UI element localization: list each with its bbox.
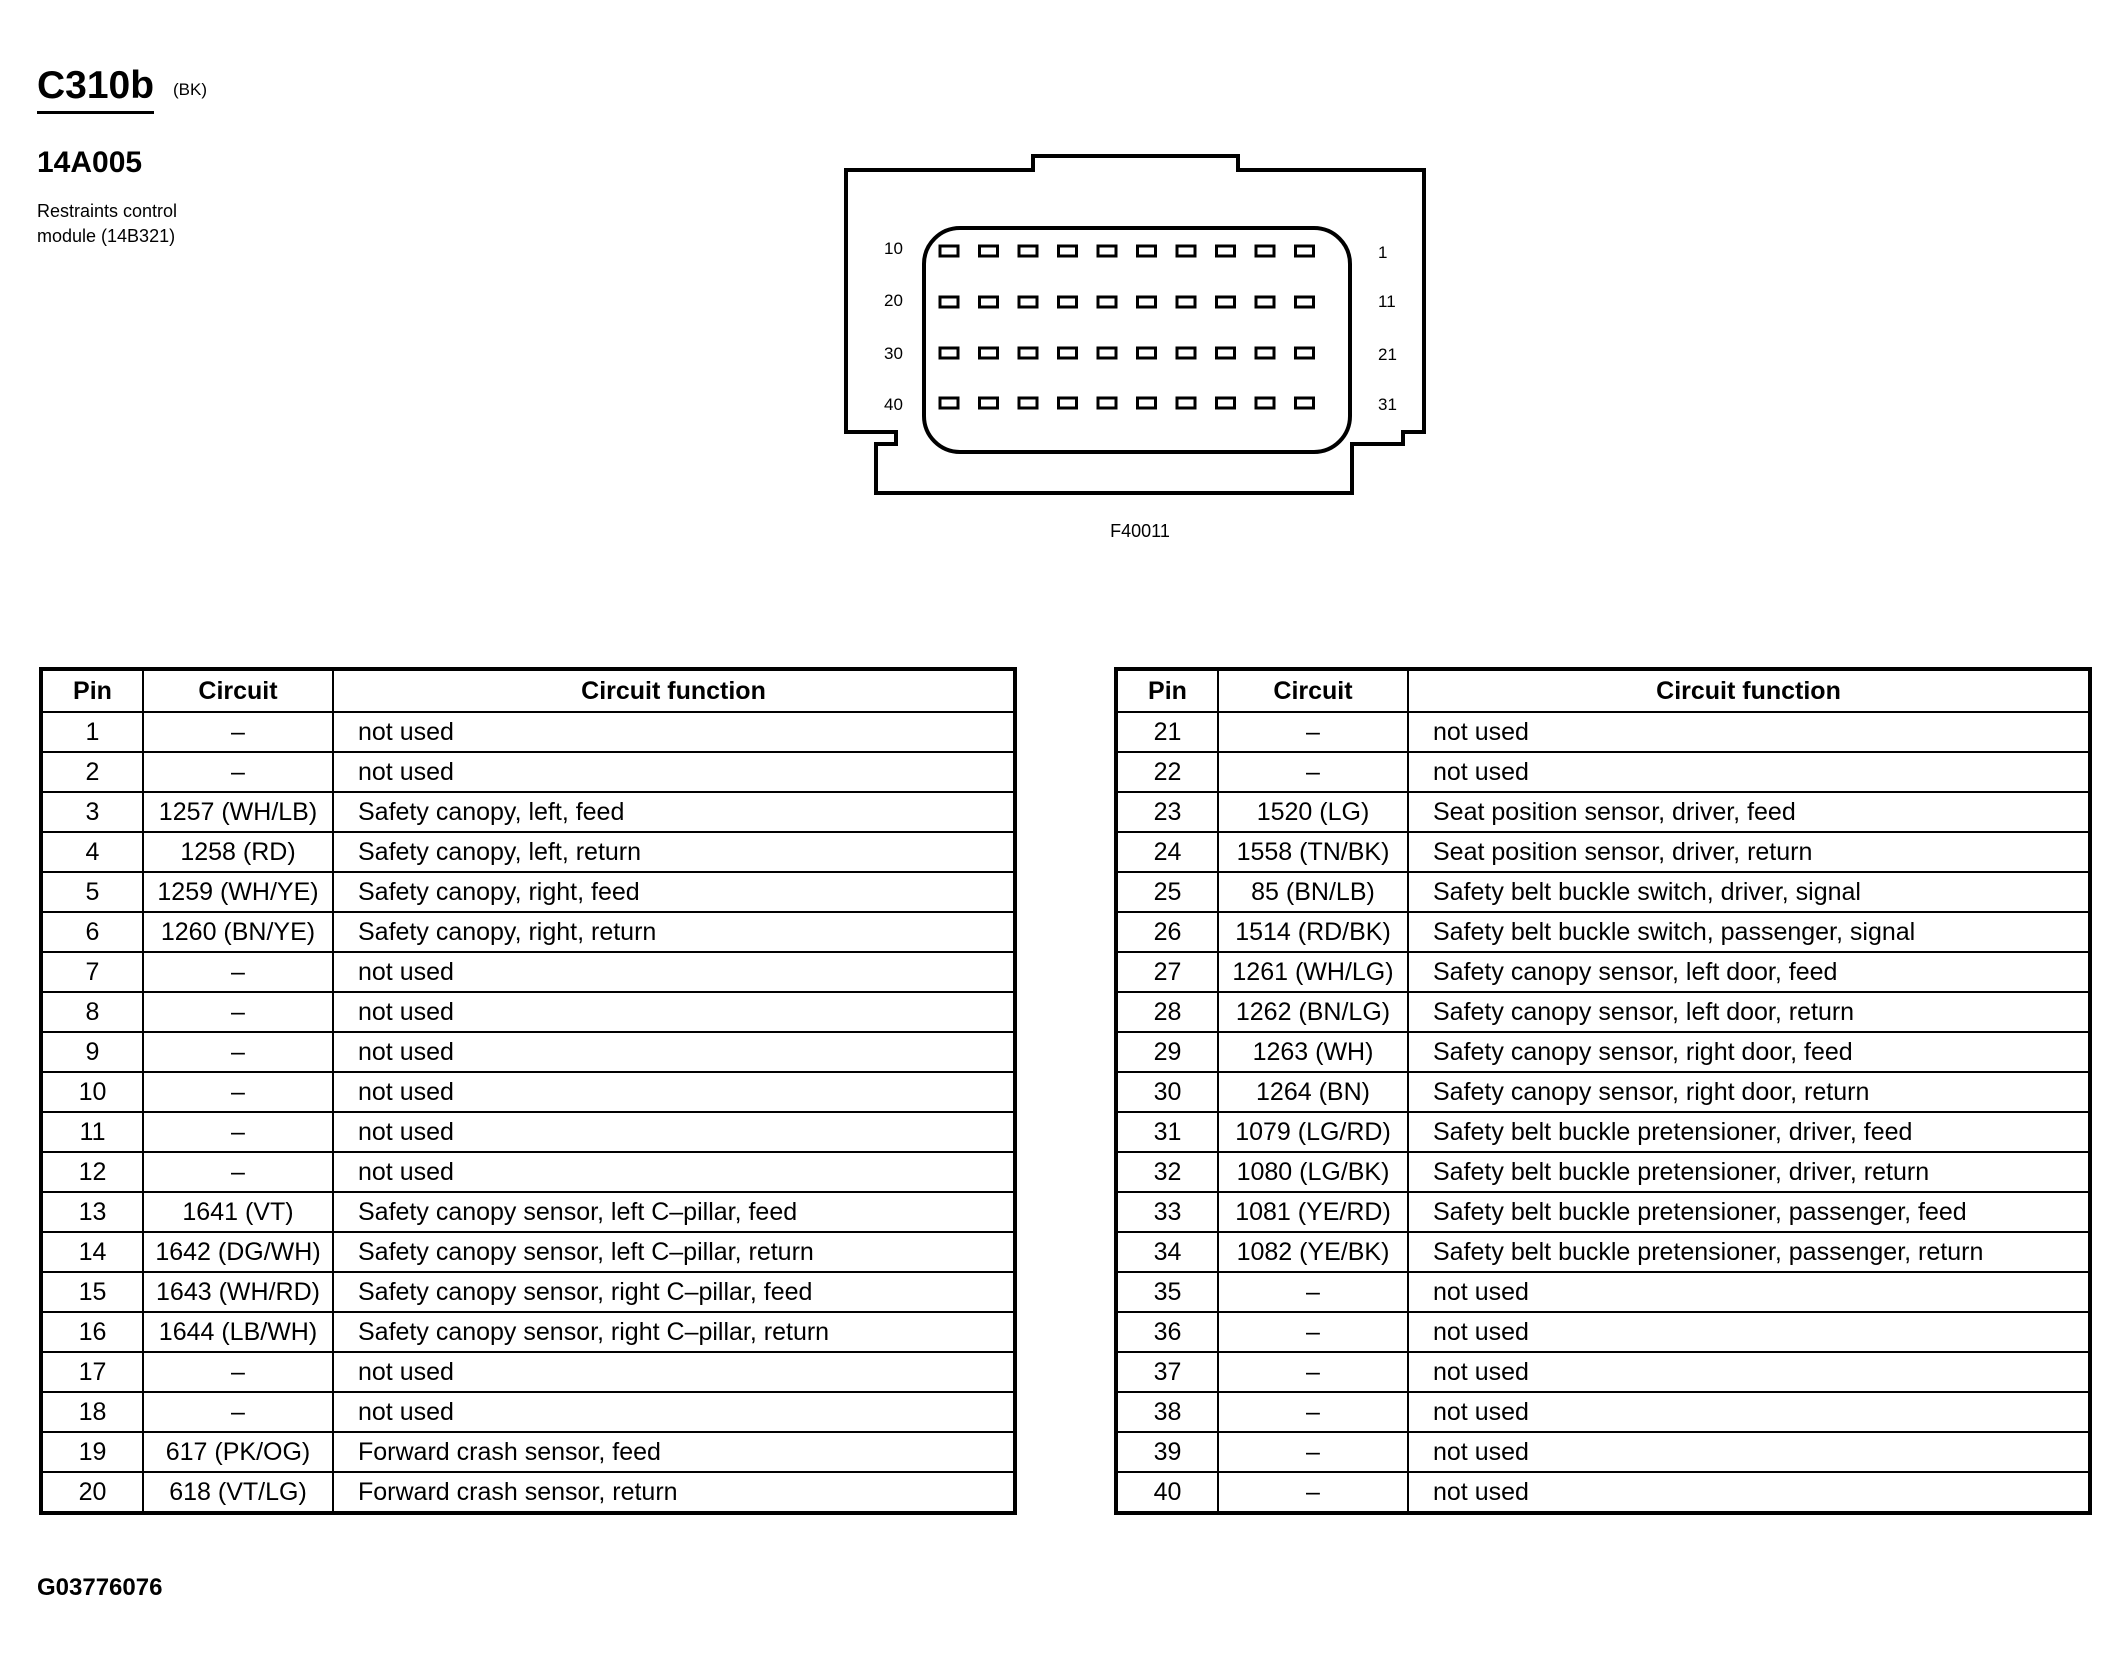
pin-cell: 39 [1116, 1432, 1218, 1472]
circuit-cell: – [143, 1072, 333, 1112]
circuit-cell: 1259 (WH/YE) [143, 872, 333, 912]
pin-cell: 24 [1116, 832, 1218, 872]
pin-cavity [1138, 398, 1156, 408]
circuit-cell: – [143, 992, 333, 1032]
header-function: Circuit function [333, 669, 1015, 712]
pin-cavity [1019, 348, 1037, 358]
table-row [41, 752, 1015, 792]
header-circuit: Circuit [1218, 669, 1408, 712]
table-row [1116, 1072, 2090, 1112]
table-row [41, 1352, 1015, 1392]
circuit-cell: – [1218, 1392, 1408, 1432]
pin-cell: 2 [41, 752, 143, 792]
pin-cell: 8 [41, 992, 143, 1032]
pinout-table-left [39, 667, 1017, 1515]
function-cell: not used [333, 1072, 1015, 1112]
pin-cavity [1019, 398, 1037, 408]
table-row [41, 712, 1015, 752]
pin-cell: 36 [1116, 1312, 1218, 1352]
pin-cell: 6 [41, 912, 143, 952]
pin-cavity [940, 398, 958, 408]
table-row [1116, 1392, 2090, 1432]
circuit-cell: – [143, 712, 333, 752]
function-cell: Safety canopy sensor, right C–pillar, return [333, 1312, 1015, 1352]
table-row [41, 1152, 1015, 1192]
circuit-cell: – [143, 1352, 333, 1392]
function-cell: not used [333, 1112, 1015, 1152]
pin-cavity [980, 246, 998, 256]
function-cell: not used [333, 992, 1015, 1032]
pin-cell: 19 [41, 1432, 143, 1472]
circuit-cell: 1643 (WH/RD) [143, 1272, 333, 1312]
table-row [41, 952, 1015, 992]
header-pin: Pin [1116, 669, 1218, 712]
pin-cavity [1296, 348, 1314, 358]
table-header-row [41, 669, 1015, 712]
function-cell: Safety belt buckle switch, passenger, signal [1408, 912, 2090, 952]
function-cell: Safety canopy sensor, left C–pillar, return [333, 1232, 1015, 1272]
function-cell: not used [333, 952, 1015, 992]
header-circuit: Circuit [143, 669, 333, 712]
circuit-cell: 85 (BN/LB) [1218, 872, 1408, 912]
circuit-cell: 1642 (DG/WH) [143, 1232, 333, 1272]
function-cell: Seat position sensor, driver, feed [1408, 792, 2090, 832]
circuit-cell: – [1218, 712, 1408, 752]
function-cell: Safety belt buckle pretensioner, driver, feed [1408, 1112, 2090, 1152]
pin-cavity [1098, 246, 1116, 256]
circuit-cell: 1081 (YE/RD) [1218, 1192, 1408, 1232]
table-row [41, 1032, 1015, 1072]
function-cell: Safety belt buckle pretensioner, driver, return [1408, 1152, 2090, 1192]
pin-cavity [980, 398, 998, 408]
table-row [41, 832, 1015, 872]
pin-cell: 4 [41, 832, 143, 872]
table-row [1116, 1352, 2090, 1392]
circuit-cell: – [1218, 1272, 1408, 1312]
function-cell: Safety canopy sensor, left door, feed [1408, 952, 2090, 992]
document-code: G03776076 [37, 1574, 163, 1601]
pin-cell: 10 [41, 1072, 143, 1112]
table-row [1116, 952, 2090, 992]
pin-cavity [1217, 297, 1235, 307]
pin-cell: 13 [41, 1192, 143, 1232]
circuit-cell: – [1218, 1432, 1408, 1472]
table-row [1116, 792, 2090, 832]
pin-cavity [940, 246, 958, 256]
circuit-cell: – [1218, 1472, 1408, 1513]
table-row [41, 1192, 1015, 1232]
pin-cell: 30 [1116, 1072, 1218, 1112]
function-cell: Safety canopy sensor, right C–pillar, feed [333, 1272, 1015, 1312]
table-row [41, 792, 1015, 832]
pin-cavity [1256, 348, 1274, 358]
function-cell: not used [333, 752, 1015, 792]
circuit-cell: – [1218, 1312, 1408, 1352]
pin-label-21: 21 [1378, 345, 1397, 364]
pin-label-11: 11 [1378, 292, 1396, 311]
pin-cell: 12 [41, 1152, 143, 1192]
function-cell: Safety canopy, right, return [333, 912, 1015, 952]
table-row [1116, 712, 2090, 752]
part-number: 14A005 [37, 146, 143, 179]
pin-label-10: 10 [884, 239, 903, 258]
function-cell: Safety belt buckle pretensioner, passenger, feed [1408, 1192, 2090, 1232]
pin-cavity [1138, 246, 1156, 256]
pin-cell: 26 [1116, 912, 1218, 952]
pin-cavity [1019, 246, 1037, 256]
pin-cavity [1256, 398, 1274, 408]
pin-cavity [1217, 246, 1235, 256]
table-row [1116, 912, 2090, 952]
pin-cell: 16 [41, 1312, 143, 1352]
table-row [41, 1232, 1015, 1272]
function-cell: not used [333, 1392, 1015, 1432]
pin-cell: 3 [41, 792, 143, 832]
circuit-cell: 618 (VT/LG) [143, 1472, 333, 1513]
circuit-cell: – [143, 1112, 333, 1152]
function-cell: Safety canopy, right, feed [333, 872, 1015, 912]
function-cell: not used [1408, 1272, 2090, 1312]
circuit-cell: 1082 (YE/BK) [1218, 1232, 1408, 1272]
function-cell: Forward crash sensor, feed [333, 1432, 1015, 1472]
pin-cell: 14 [41, 1232, 143, 1272]
function-cell: not used [1408, 1432, 2090, 1472]
pin-cavity [1059, 398, 1077, 408]
circuit-cell: 1258 (RD) [143, 832, 333, 872]
circuit-cell: 1520 (LG) [1218, 792, 1408, 832]
pin-cavity [1059, 348, 1077, 358]
circuit-cell: 1260 (BN/YE) [143, 912, 333, 952]
header-pin: Pin [41, 669, 143, 712]
connector-color: (BK) [173, 80, 207, 99]
pin-cell: 22 [1116, 752, 1218, 792]
pin-cavity [1296, 297, 1314, 307]
table-row [1116, 1432, 2090, 1472]
pin-cell: 15 [41, 1272, 143, 1312]
table-row [1116, 752, 2090, 792]
circuit-cell: – [143, 1032, 333, 1072]
pin-cell: 25 [1116, 872, 1218, 912]
function-cell: Safety belt buckle pretensioner, passenger, return [1408, 1232, 2090, 1272]
table-row [41, 912, 1015, 952]
function-cell: Safety canopy, left, return [333, 832, 1015, 872]
pin-cavity [1217, 398, 1235, 408]
pin-cell: 37 [1116, 1352, 1218, 1392]
function-cell: Seat position sensor, driver, return [1408, 832, 2090, 872]
pin-cell: 35 [1116, 1272, 1218, 1312]
table-row [41, 1472, 1015, 1513]
table-row [1116, 1272, 2090, 1312]
function-cell: Safety belt buckle switch, driver, signal [1408, 872, 2090, 912]
table-row [41, 872, 1015, 912]
pin-cavity [1138, 348, 1156, 358]
header-function: Circuit function [1408, 669, 2090, 712]
function-cell: Safety canopy sensor, right door, feed [1408, 1032, 2090, 1072]
function-cell: Safety canopy sensor, left door, return [1408, 992, 2090, 1032]
table-row [1116, 1192, 2090, 1232]
pin-cavity [980, 297, 998, 307]
function-cell: not used [1408, 1472, 2090, 1513]
pin-cavity [1059, 297, 1077, 307]
circuit-cell: 1257 (WH/LB) [143, 792, 333, 832]
pin-cavity [1019, 297, 1037, 307]
pin-cell: 5 [41, 872, 143, 912]
table-row [41, 1312, 1015, 1352]
pin-label-40: 40 [884, 395, 903, 414]
circuit-cell: – [1218, 1352, 1408, 1392]
table-row [41, 1392, 1015, 1432]
function-cell: not used [333, 1032, 1015, 1072]
pin-cavity [1059, 246, 1077, 256]
pin-cavity [1177, 398, 1195, 408]
pin-cavity-grid [940, 246, 1314, 408]
pin-cavity [1296, 398, 1314, 408]
table-row [1116, 872, 2090, 912]
pin-cell: 40 [1116, 1472, 1218, 1513]
pin-cavity [1138, 297, 1156, 307]
circuit-cell: – [143, 1152, 333, 1192]
table-row [1116, 992, 2090, 1032]
pin-label-20: 20 [884, 291, 903, 310]
pin-cell: 9 [41, 1032, 143, 1072]
table-row [41, 1112, 1015, 1152]
pin-cell: 31 [1116, 1112, 1218, 1152]
circuit-cell: – [143, 952, 333, 992]
pin-label-31: 31 [1378, 395, 1397, 414]
pin-cell: 20 [41, 1472, 143, 1513]
function-cell: not used [1408, 1352, 2090, 1392]
function-cell: not used [1408, 1392, 2090, 1432]
module-description [37, 199, 177, 249]
table-row [1116, 1472, 2090, 1513]
pin-cavity [1217, 348, 1235, 358]
function-cell: not used [333, 1352, 1015, 1392]
pin-cell: 27 [1116, 952, 1218, 992]
circuit-cell: 1263 (WH) [1218, 1032, 1408, 1072]
circuit-cell: 617 (PK/OG) [143, 1432, 333, 1472]
pin-cavity [940, 348, 958, 358]
circuit-cell: 1558 (TN/BK) [1218, 832, 1408, 872]
table-row [41, 992, 1015, 1032]
connector-face-diagram [840, 150, 1430, 500]
pin-cavity [1256, 297, 1274, 307]
pin-cavity [980, 348, 998, 358]
module-description-line2: module (14B321) [37, 226, 176, 246]
pin-cell: 21 [1116, 712, 1218, 752]
pin-cell: 17 [41, 1352, 143, 1392]
function-cell: not used [333, 712, 1015, 752]
pin-cell: 32 [1116, 1152, 1218, 1192]
circuit-cell: 1261 (WH/LG) [1218, 952, 1408, 992]
circuit-cell: 1644 (LB/WH) [143, 1312, 333, 1352]
pin-cell: 7 [41, 952, 143, 992]
figure-code: F40011 [1110, 521, 1170, 541]
pin-label-30: 30 [884, 344, 903, 363]
circuit-cell: 1264 (BN) [1218, 1072, 1408, 1112]
pin-cell: 11 [41, 1112, 143, 1152]
function-cell: Safety canopy sensor, right door, return [1408, 1072, 2090, 1112]
function-cell: not used [1408, 1312, 2090, 1352]
function-cell: Safety canopy, left, feed [333, 792, 1015, 832]
pin-cell: 33 [1116, 1192, 1218, 1232]
pin-cavity [1098, 348, 1116, 358]
function-cell: not used [333, 1152, 1015, 1192]
pin-cavity [1098, 297, 1116, 307]
table-row [1116, 1152, 2090, 1192]
table-row [1116, 1112, 2090, 1152]
pin-cavity [1256, 246, 1274, 256]
pin-cavity [940, 297, 958, 307]
pin-cavity [1177, 348, 1195, 358]
pin-cell: 1 [41, 712, 143, 752]
circuit-cell: 1079 (LG/RD) [1218, 1112, 1408, 1152]
pinout-table-right [1114, 667, 2092, 1515]
circuit-cell: 1262 (BN/LG) [1218, 992, 1408, 1032]
circuit-cell: 1080 (LG/BK) [1218, 1152, 1408, 1192]
table-row [41, 1432, 1015, 1472]
pin-cavity [1098, 398, 1116, 408]
pin-cavity [1296, 246, 1314, 256]
circuit-cell: 1514 (RD/BK) [1218, 912, 1408, 952]
table-row [1116, 1032, 2090, 1072]
function-cell: Forward crash sensor, return [333, 1472, 1015, 1513]
function-cell: Safety canopy sensor, left C–pillar, feed [333, 1192, 1015, 1232]
circuit-cell: – [143, 1392, 333, 1432]
pin-cavity [1177, 246, 1195, 256]
circuit-cell: – [143, 752, 333, 792]
circuit-cell: – [1218, 752, 1408, 792]
pin-cell: 34 [1116, 1232, 1218, 1272]
table-row [41, 1272, 1015, 1312]
table-header-row [1116, 669, 2090, 712]
pin-cell: 29 [1116, 1032, 1218, 1072]
module-description-line1: Restraints control [37, 201, 178, 221]
circuit-cell: 1641 (VT) [143, 1192, 333, 1232]
table-row [1116, 1312, 2090, 1352]
pin-cavity-frame [924, 228, 1350, 452]
connector-title: C310b [37, 66, 154, 114]
table-row [1116, 832, 2090, 872]
table-row [41, 1072, 1015, 1112]
pin-cell: 18 [41, 1392, 143, 1432]
pin-cell: 23 [1116, 792, 1218, 832]
pin-cell: 28 [1116, 992, 1218, 1032]
pin-cell: 38 [1116, 1392, 1218, 1432]
function-cell: not used [1408, 752, 2090, 792]
pin-label-1: 1 [1378, 243, 1388, 262]
table-row [1116, 1232, 2090, 1272]
function-cell: not used [1408, 712, 2090, 752]
pin-cavity [1177, 297, 1195, 307]
